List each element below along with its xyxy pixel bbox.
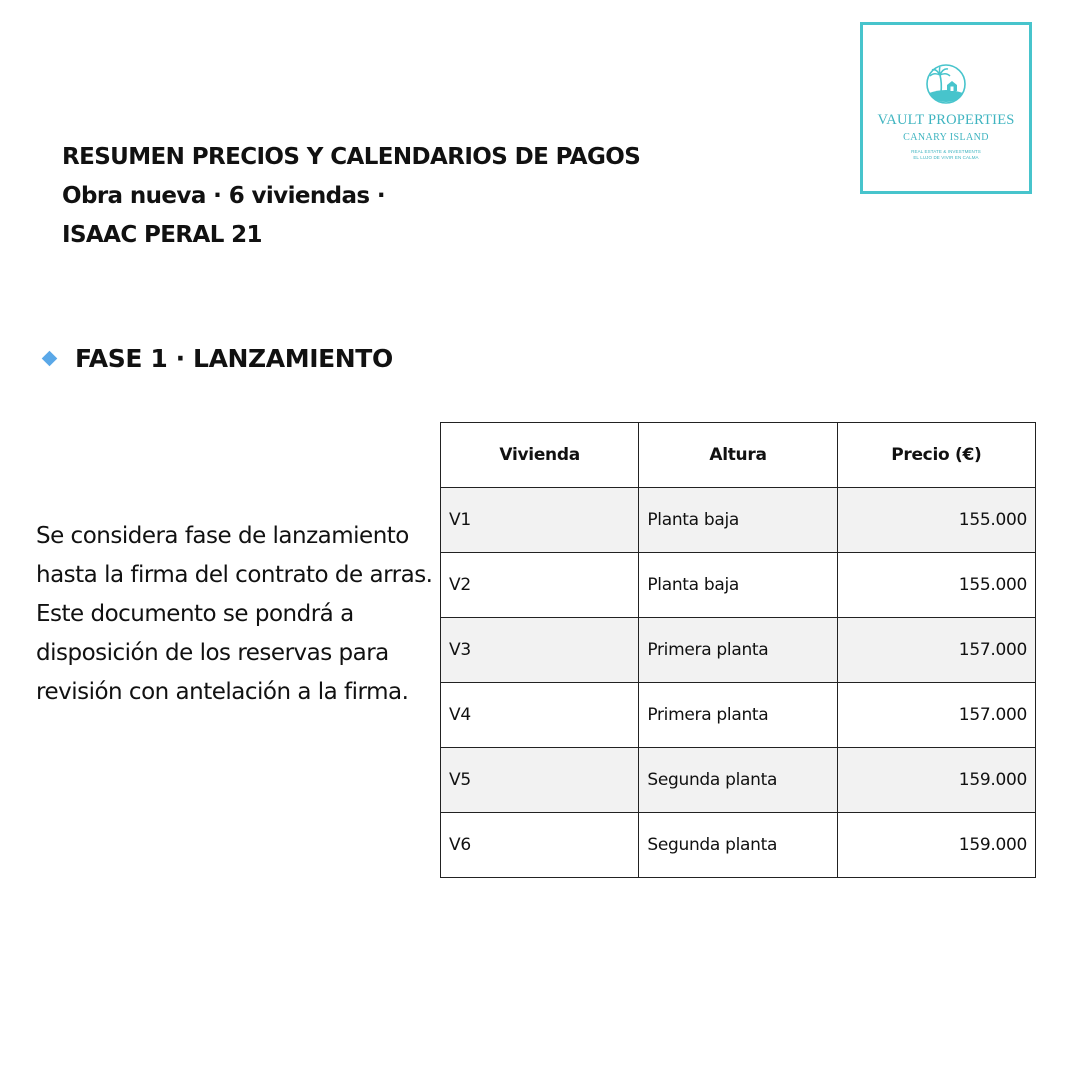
header-precio: Precio (€)	[837, 423, 1035, 488]
cell-precio: 157.000	[837, 618, 1035, 683]
cell-vivienda: V2	[441, 553, 639, 618]
logo-tagline: REAL ESTATE & INVESTMENTS	[911, 149, 981, 154]
cell-altura: Planta baja	[639, 553, 837, 618]
table-row	[441, 553, 1036, 618]
cell-altura: Segunda planta	[639, 748, 837, 813]
cell-precio: 159.000	[837, 813, 1035, 878]
header-altura: Altura	[639, 423, 837, 488]
page-title	[62, 138, 640, 255]
cell-vivienda: V1	[441, 488, 639, 553]
cell-precio: 157.000	[837, 683, 1035, 748]
logo-subtitle: CANARY ISLAND	[903, 132, 989, 143]
cell-altura: Primera planta	[639, 618, 837, 683]
table-row	[441, 683, 1036, 748]
cell-altura: Planta baja	[639, 488, 837, 553]
company-logo	[860, 22, 1032, 194]
cell-vivienda: V5	[441, 748, 639, 813]
cell-vivienda: V4	[441, 683, 639, 748]
price-table	[440, 422, 1036, 878]
cell-precio: 155.000	[837, 488, 1035, 553]
cell-vivienda: V3	[441, 618, 639, 683]
logo-brand-name: VAULT PROPERTIES	[877, 112, 1015, 128]
table-row	[441, 488, 1036, 553]
phase-label: FASE 1 · LANZAMIENTO	[75, 343, 393, 373]
cell-altura: Primera planta	[639, 683, 837, 748]
phase-heading	[40, 340, 393, 376]
cell-vivienda: V6	[441, 813, 639, 878]
logo-slogan: EL LUJO DE VIVIR EN CALMA	[913, 155, 979, 160]
cell-precio: 155.000	[837, 553, 1035, 618]
phase-description: Se considera fase de lanzamiento hasta la firma del contrato de arras. Este documento se pondrá a disposición de los reservas para revisión con antelación a la firma.	[36, 523, 433, 705]
diamond-bullet-icon	[42, 350, 58, 366]
title-line-1: RESUMEN PRECIOS Y CALENDARIOS DE PAGOS	[62, 144, 641, 170]
palm-house-icon	[925, 63, 967, 105]
title-line-3: ISAAC PERAL 21	[62, 222, 262, 248]
table-row	[441, 748, 1036, 813]
cell-altura: Segunda planta	[639, 813, 837, 878]
title-line-2: Obra nueva · 6 viviendas ·	[62, 183, 386, 209]
cell-precio: 159.000	[837, 748, 1035, 813]
table-row	[441, 813, 1036, 878]
table-row	[441, 618, 1036, 683]
header-vivienda: Vivienda	[441, 423, 639, 488]
table-header-row	[441, 423, 1036, 488]
